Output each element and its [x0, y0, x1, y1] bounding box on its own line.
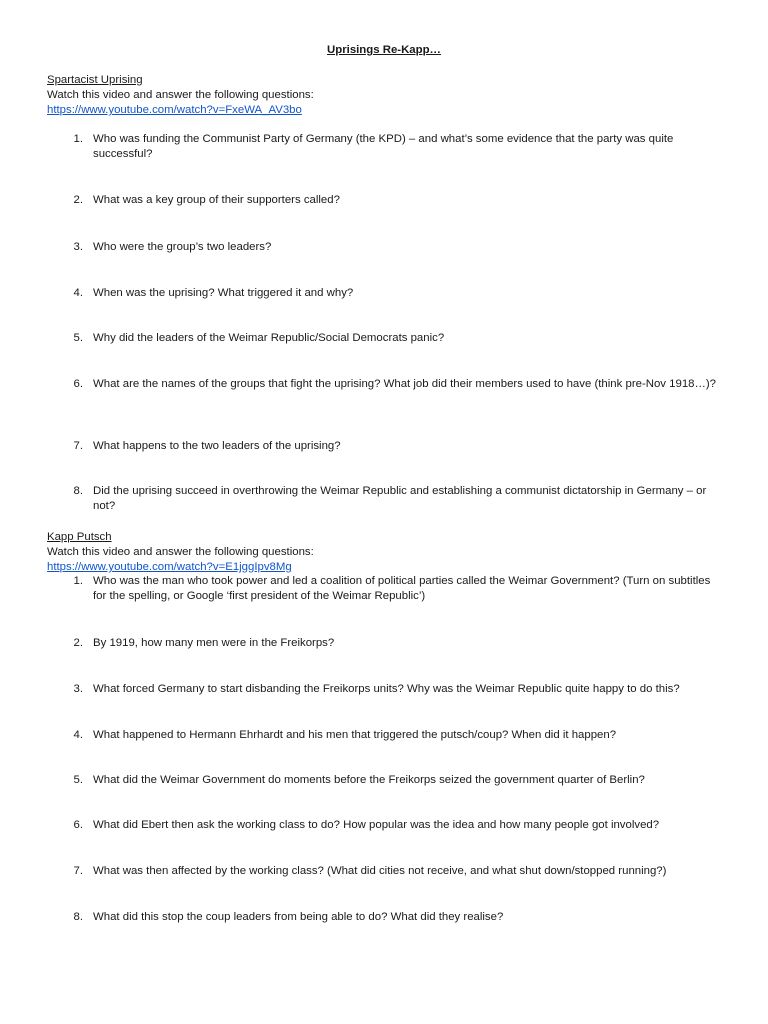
question-text: What forced Germany to start disbanding the Freikorps units? Why was the Weimar Republic quite happy to do this?: [93, 683, 680, 695]
question-text: By 1919, how many men were in the Freikorps?: [93, 637, 335, 649]
question-number: 3.: [73, 683, 83, 695]
question-text: Who was funding the Communist Party of Germany (the KPD) – and what’s some evidence that the party was quite successful?: [93, 133, 674, 160]
question-text: Did the uprising succeed in overthrowing the Weimar Republic and establishing a communist dictatorship in Germany – or not?: [93, 485, 707, 512]
section-heading: Spartacist Uprising: [47, 74, 143, 86]
question-number: 5.: [73, 332, 83, 344]
question-text: What did this stop the coup leaders from being able to do? What did they realise?: [93, 911, 504, 923]
question-text: Why did the leaders of the Weimar Republic/Social Democrats panic?: [93, 332, 445, 344]
page-title: Uprisings Re-Kapp…: [327, 44, 441, 56]
question-text: Who was the man who took power and led a coalition of political parties called the Weimar Government? (Turn on subtitles for the spelling, or Google ‘first president of the Weimar Republic’): [93, 575, 711, 602]
section-kapp-putsch: [47, 530, 727, 575]
question-text: Who were the group’s two leaders?: [93, 241, 272, 253]
question-number: 7.: [73, 440, 83, 452]
question-text: When was the uprising? What triggered it and why?: [93, 287, 354, 299]
question-number: 2.: [73, 194, 83, 206]
question-number: 2.: [73, 637, 83, 649]
section-instruction: Watch this video and answer the following questions:: [47, 89, 314, 101]
question-number: 1.: [73, 575, 83, 587]
question-text: What was a key group of their supporters called?: [93, 194, 340, 206]
question-number: 1.: [73, 133, 83, 145]
section-instruction: Watch this video and answer the following questions:: [47, 546, 314, 558]
question-text: What did the Weimar Government do moments before the Freikorps seized the government quarter of Berlin?: [93, 774, 645, 786]
question-number: 6.: [73, 819, 83, 831]
section-heading: Kapp Putsch: [47, 531, 112, 543]
question-number: 7.: [73, 865, 83, 877]
question-text: What happens to the two leaders of the uprising?: [93, 440, 341, 452]
question-text: What did Ebert then ask the working class to do? How popular was the idea and how many people got involved?: [93, 819, 660, 831]
section-spartacist: [47, 73, 727, 118]
question-text: What was then affected by the working class? (What did cities not receive, and what shut down/stopped running?): [93, 865, 667, 877]
question-text: What happened to Hermann Ehrhardt and his men that triggered the putsch/coup? When did it happen?: [93, 729, 617, 741]
question-number: 4.: [73, 729, 83, 741]
question-number: 5.: [73, 774, 83, 786]
question-number: 3.: [73, 241, 83, 253]
video-link[interactable]: https://www.youtube.com/watch?v=E1jggIpv8Mg: [47, 561, 292, 573]
question-number: 8.: [73, 485, 83, 497]
video-link[interactable]: https://www.youtube.com/watch?v=FxeWA_AV3bo: [47, 104, 302, 116]
question-number: 6.: [73, 378, 83, 390]
question-number: 8.: [73, 911, 83, 923]
question-number: 4.: [73, 287, 83, 299]
question-text: What are the names of the groups that fight the uprising? What job did their members used to have (think pre-Nov 1918…)?: [93, 378, 717, 390]
